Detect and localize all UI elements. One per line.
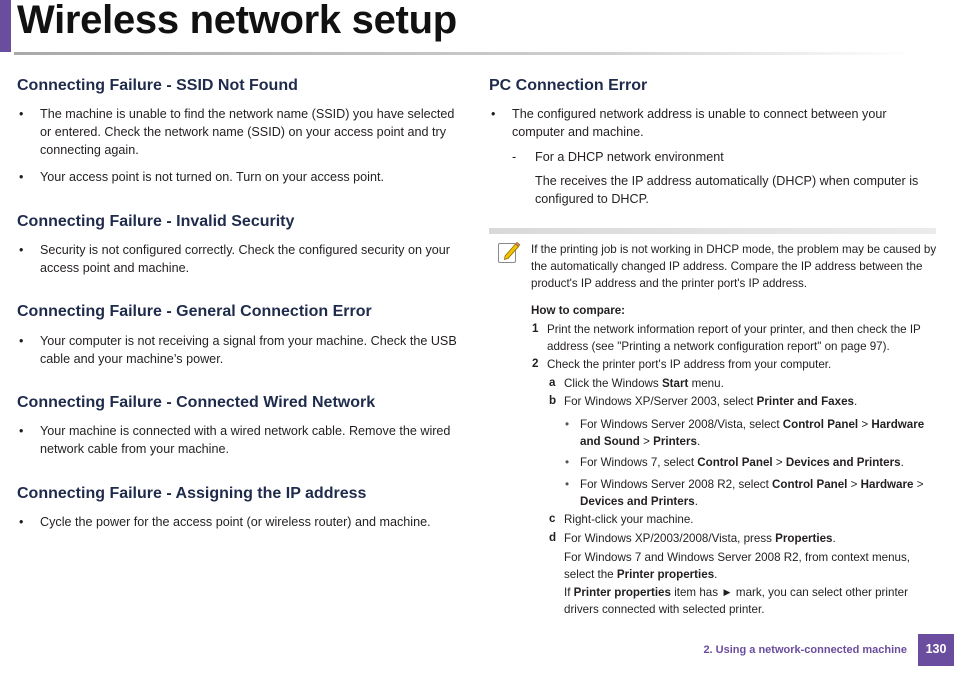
- bullet-text: Your machine is connected with a wired network cable. Remove the wired network cable from your machine.: [40, 424, 451, 456]
- page-title: Wireless network setup: [17, 0, 457, 42]
- sub-bullet-icon: •: [565, 456, 570, 469]
- bullet-text: Your access point is not turned on. Turn on your access point.: [40, 170, 384, 184]
- bullet-text: The configured network address is unable to connect between your computer and machine.: [512, 107, 887, 139]
- bullet-icon: •: [19, 170, 24, 184]
- sub-bullet-icon: •: [565, 478, 570, 491]
- page-number-badge: 130: [918, 634, 954, 666]
- bullet-text: The machine is unable to find the network name (SSID) you have selected or entered. Check the network name (SSID) on your access point and try connecting again.: [40, 107, 455, 157]
- substep-label: b: [549, 394, 557, 407]
- bullet-icon: •: [19, 334, 24, 348]
- section-heading-pc-connection: PC Connection Error: [489, 77, 648, 94]
- substep-label: c: [549, 512, 556, 525]
- section-heading-ip-address: Connecting Failure - Assigning the IP address: [17, 485, 367, 502]
- list-item: [19, 105, 468, 159]
- sub-bullet-text: For Windows Server 2008 R2, select Control Panel > Hardware > Devices and Printers.: [580, 478, 924, 508]
- list-item: [19, 241, 468, 277]
- bullet-icon: •: [19, 243, 24, 257]
- substep-paragraph: For Windows 7 and Windows Server 2008 R2, from context menus, select the Printer properties.: [564, 551, 911, 581]
- section-heading-ssid: Connecting Failure - SSID Not Found: [17, 77, 298, 94]
- step-text: Print the network information report of your printer, and then check the IP address (see "Printing a network configuration report" on page 97).: [547, 323, 921, 353]
- bullet-icon: •: [19, 424, 24, 438]
- list-item: [19, 332, 468, 368]
- title-divider: [14, 52, 914, 55]
- section-heading-invalid-security: Connecting Failure - Invalid Security: [17, 213, 295, 230]
- bullet-text: Your computer is not receiving a signal from your machine. Check the USB cable and your machine’s power.: [40, 334, 457, 366]
- list-item: [19, 168, 468, 186]
- note-pencil-icon: [496, 239, 522, 265]
- step-number: 2: [532, 357, 539, 370]
- note-text: If the printing job is not working in DHCP mode, the problem may be caused by the automatically changed IP address. Compare the IP address between the product's IP address and the printer port's IP address.: [531, 243, 937, 290]
- section-heading-general-error: Connecting Failure - General Connection Error: [17, 303, 372, 320]
- substep-text: For Windows XP/Server 2003, select Printer and Faxes.: [564, 395, 858, 408]
- how-to-compare-label: How to compare:: [531, 304, 626, 317]
- sub-bullet-text: For Windows Server 2008/Vista, select Control Panel > Hardware and Sound > Printers.: [580, 418, 925, 448]
- substep-text: Right-click your machine.: [564, 513, 694, 526]
- list-item: [19, 513, 468, 531]
- sub-bullet-text: For Windows 7, select Control Panel > Devices and Printers.: [580, 456, 904, 469]
- section-heading-wired-network: Connecting Failure - Connected Wired Network: [17, 394, 376, 411]
- footer-chapter: 2. Using a network-connected machine: [703, 644, 907, 656]
- bullet-text: Cycle the power for the access point (or wireless router) and machine.: [40, 515, 431, 529]
- sub-bullet-icon: •: [565, 418, 570, 431]
- dash-item: For a DHCP network environment: [535, 150, 724, 164]
- title-accent-bar: [0, 0, 11, 52]
- list-item: [19, 422, 468, 458]
- bullet-icon: •: [19, 515, 24, 529]
- dash-paragraph: The receives the IP address automatically (DHCP) when computer is configured to DHCP.: [535, 174, 919, 206]
- substep-text: For Windows XP/2003/2008/Vista, press Properties.: [564, 532, 836, 545]
- bullet-text: Security is not configured correctly. Check the configured security on your access point and machine.: [40, 243, 450, 275]
- step-text: Check the printer port's IP address from your computer.: [547, 358, 832, 371]
- list-item: [491, 105, 932, 141]
- substep-label: a: [549, 376, 556, 389]
- bullet-icon: •: [19, 107, 24, 121]
- substep-text: Click the Windows Start menu.: [564, 377, 724, 390]
- substep-label: d: [549, 531, 557, 544]
- substep-paragraph: If Printer properties item has ► mark, you can select other printer drivers connected with selected printer.: [564, 586, 908, 616]
- note-divider: [489, 228, 936, 234]
- bullet-icon: •: [491, 107, 496, 121]
- step-number: 1: [532, 322, 539, 335]
- dash-marker: -: [512, 150, 517, 164]
